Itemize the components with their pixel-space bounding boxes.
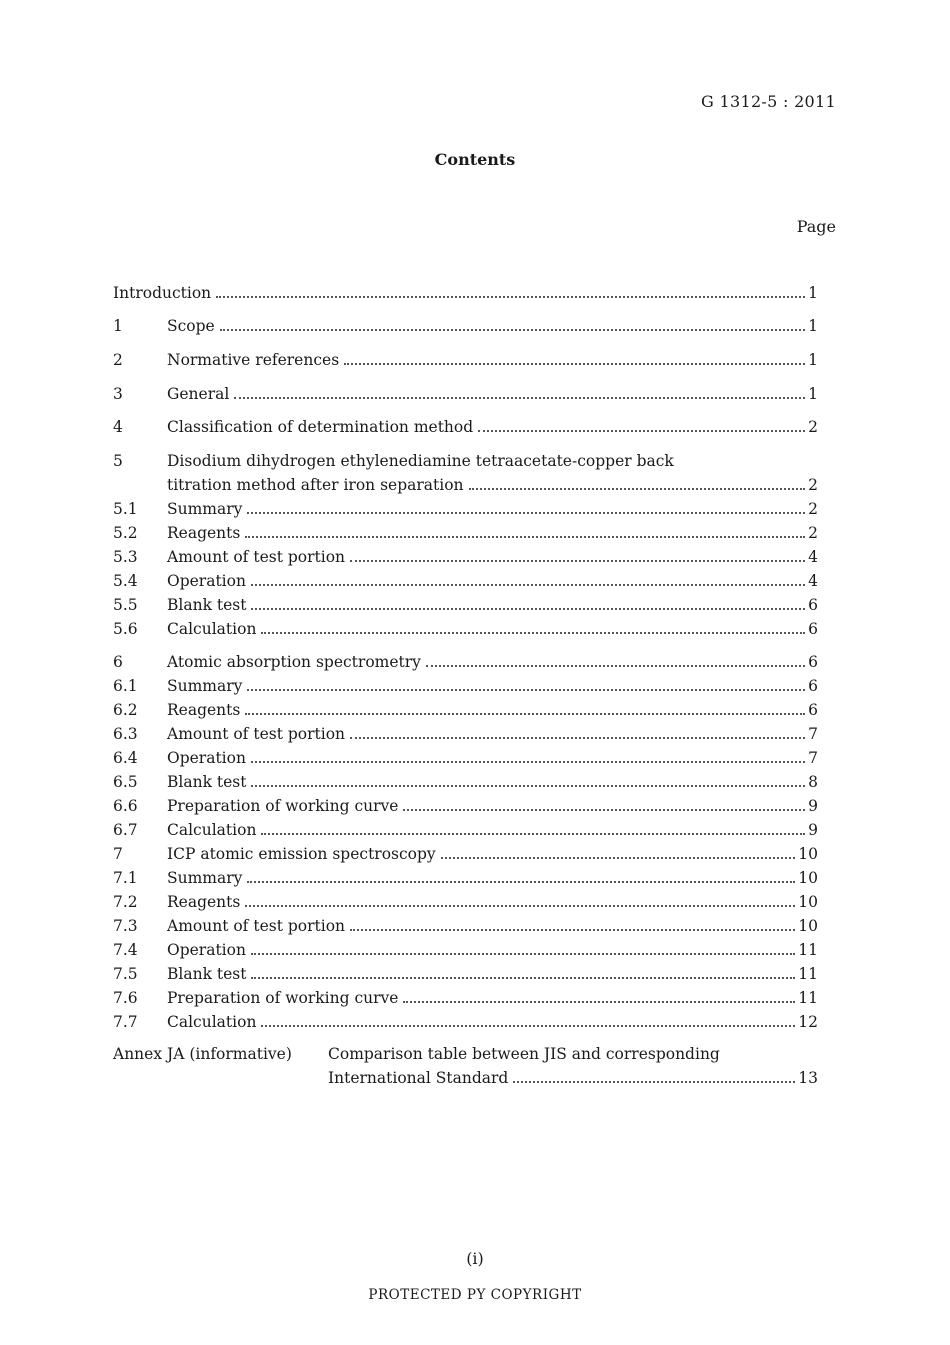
leader-dots	[245, 713, 805, 715]
toc-entry-page: 4	[808, 572, 818, 590]
toc-entry-number: 7.3	[113, 917, 138, 935]
toc-entry[interactable]	[113, 651, 818, 673]
toc-entry-number: 1	[113, 317, 123, 335]
toc-entry-page: 11	[798, 941, 818, 959]
toc-entry-title: Calculation	[167, 620, 257, 638]
toc-entry-number: 5.4	[113, 572, 138, 590]
leader-dots	[350, 929, 795, 931]
toc-entry-number: 2	[113, 351, 123, 369]
leader-dots	[403, 1001, 795, 1003]
toc-entry-title: General	[167, 385, 230, 403]
leader-dots	[350, 560, 805, 562]
leader-dots	[478, 430, 805, 432]
leader-dots	[220, 329, 805, 331]
toc-entry-number: 7.5	[113, 965, 138, 983]
leader-dots	[261, 632, 805, 634]
leader-dots	[245, 905, 795, 907]
toc-entry-title: Operation	[167, 749, 246, 767]
toc-entry-title: Normative references	[167, 351, 340, 369]
toc-entry[interactable]	[113, 963, 818, 985]
toc-entry-page: 10	[798, 917, 818, 935]
leader-dots	[245, 536, 805, 538]
annex-title-line1[interactable]: Comparison table between JIS and corresponding	[328, 1045, 720, 1063]
toc-entry[interactable]	[113, 416, 818, 438]
leader-dots	[251, 584, 805, 586]
toc-entry-page: 12	[798, 1013, 818, 1031]
annex-label: Annex JA (informative)	[113, 1045, 292, 1063]
toc-entry-introduction[interactable]	[113, 282, 818, 304]
leader-dots	[403, 809, 805, 811]
leader-dots	[513, 1081, 795, 1083]
toc-entry-number: 6.7	[113, 821, 138, 839]
leader-dots	[234, 397, 805, 399]
footer-copyright: PROTECTED PY COPYRIGHT	[368, 1287, 582, 1303]
toc-entry-title: ICP atomic emission spectroscopy	[167, 845, 436, 863]
toc-entry-title: Calculation	[167, 821, 257, 839]
toc-entry-title: Reagents	[167, 893, 241, 911]
toc-entry[interactable]	[113, 618, 818, 640]
leader-dots	[344, 363, 805, 365]
toc-entry[interactable]	[113, 987, 818, 1009]
toc-entry-title: Scope	[167, 317, 215, 335]
toc-entry-number: 6.5	[113, 773, 138, 791]
toc-entry-page: 8	[808, 773, 818, 791]
toc-entry-page: 11	[798, 965, 818, 983]
toc-entry[interactable]	[113, 819, 818, 841]
toc-entry-page: 9	[808, 821, 818, 839]
toc-entry-page: 10	[798, 845, 818, 863]
footer-page-number: (i)	[466, 1249, 484, 1268]
toc-entry-title: Summary	[167, 677, 243, 695]
toc-entry-number: 6.3	[113, 725, 138, 743]
toc-entry-page: 6	[808, 620, 818, 638]
toc-entry[interactable]	[113, 891, 818, 913]
toc-entry-page: 6	[808, 653, 818, 671]
toc-entry[interactable]	[113, 1011, 818, 1033]
toc-entry-title: Blank test	[167, 965, 247, 983]
leader-dots	[247, 689, 805, 691]
leader-dots	[261, 1025, 795, 1027]
toc-entry-number: 3	[113, 385, 123, 403]
toc-entry-title: Summary	[167, 500, 243, 518]
toc-entry-page: 2	[808, 476, 818, 494]
toc-entry-number: 7.6	[113, 989, 138, 1007]
toc-entry-title: Blank test	[167, 596, 247, 614]
toc-entry-title: Amount of test portion	[167, 917, 346, 935]
leader-dots	[216, 296, 805, 298]
toc-entry-title: Introduction	[113, 284, 212, 302]
toc-entry[interactable]	[113, 570, 818, 592]
toc-entry-number: 6.6	[113, 797, 138, 815]
leader-dots	[261, 833, 805, 835]
toc-entry-number: 7	[113, 845, 123, 863]
toc-entry-title: Preparation of working curve	[167, 989, 399, 1007]
toc-entry-title: Reagents	[167, 701, 241, 719]
page-column-label: Page	[796, 217, 836, 236]
toc-entry-number: 7.7	[113, 1013, 138, 1031]
toc-entry-page: 6	[808, 677, 818, 695]
toc-entry-page: 9	[808, 797, 818, 815]
toc-entry-number: 6.4	[113, 749, 138, 767]
toc-entry[interactable]	[113, 498, 818, 520]
toc-entry-number: 5.3	[113, 548, 138, 566]
toc-entry-title: Operation	[167, 572, 246, 590]
toc-entry[interactable]	[113, 723, 818, 745]
toc-entry-page: 6	[808, 596, 818, 614]
toc-entry[interactable]	[113, 915, 818, 937]
toc-entry-title: Summary	[167, 869, 243, 887]
leader-dots	[251, 977, 795, 979]
leader-dots	[441, 857, 796, 859]
leader-dots	[251, 608, 805, 610]
toc-entry-annex[interactable]	[328, 1067, 818, 1089]
toc-entry-page: 10	[798, 869, 818, 887]
toc-entry-title: Amount of test portion	[167, 725, 346, 743]
toc-entry-number: 6.2	[113, 701, 138, 719]
leader-dots	[350, 737, 805, 739]
toc-entry-page: 2	[808, 500, 818, 518]
toc-entry-section-5-cont[interactable]	[113, 474, 818, 496]
toc-entry-number: 6.1	[113, 677, 138, 695]
toc-entry[interactable]	[113, 349, 818, 371]
toc-entry-title: Classification of determination method	[167, 418, 474, 436]
leader-dots	[251, 785, 805, 787]
leader-dots	[251, 953, 795, 955]
toc-entry[interactable]	[113, 594, 818, 616]
toc-entry-title: Preparation of working curve	[167, 797, 399, 815]
toc-entry-page: 7	[808, 749, 818, 767]
toc-entry[interactable]	[113, 675, 818, 697]
toc-entry[interactable]	[113, 867, 818, 889]
toc-entry-title: Operation	[167, 941, 246, 959]
document-id: G 1312-5 : 2011	[701, 92, 836, 111]
toc-entry[interactable]	[113, 843, 818, 865]
toc-entry-title: International Standard	[328, 1069, 509, 1087]
toc-entry-page: 4	[808, 548, 818, 566]
toc-entry-page: 13	[798, 1069, 818, 1087]
leader-dots	[247, 512, 805, 514]
toc-entry[interactable]	[113, 771, 818, 793]
toc-entry-section-5[interactable]	[113, 450, 818, 472]
toc-entry-page: 2	[808, 524, 818, 542]
leader-dots	[426, 665, 805, 667]
toc-entry[interactable]	[113, 795, 818, 817]
toc-entry-page: 6	[808, 701, 818, 719]
toc-entry-page: 2	[808, 418, 818, 436]
toc-entry-number: 5.6	[113, 620, 138, 638]
leader-dots	[247, 881, 795, 883]
toc-entry-number: 5.5	[113, 596, 138, 614]
toc-entry[interactable]	[113, 747, 818, 769]
toc-entry-title: Amount of test portion	[167, 548, 346, 566]
toc-entry[interactable]	[113, 315, 818, 337]
toc-entry-title: Disodium dihydrogen ethylenediamine tetraacetate-copper back	[167, 452, 674, 470]
toc-entry-page: 7	[808, 725, 818, 743]
toc-entry-number: 5	[113, 452, 123, 470]
toc-entry-page: 1	[808, 351, 818, 369]
toc-entry-number: 7.4	[113, 941, 138, 959]
toc-entry-page: 11	[798, 989, 818, 1007]
toc-entry-number: 7.1	[113, 869, 138, 887]
toc-entry-page: 1	[808, 284, 818, 302]
toc-entry-number: 6	[113, 653, 123, 671]
toc-entry-page: 1	[808, 385, 818, 403]
toc-entry-title: titration method after iron separation	[167, 476, 464, 494]
toc-entry-number: 5.1	[113, 500, 138, 518]
toc-entry[interactable]	[113, 383, 818, 405]
toc-entry[interactable]	[113, 546, 818, 568]
toc-entry-number: 5.2	[113, 524, 138, 542]
toc-entry[interactable]	[113, 699, 818, 721]
toc-entry-title: Atomic absorption spectrometry	[167, 653, 421, 671]
leader-dots	[469, 488, 806, 490]
toc-entry-number: 7.2	[113, 893, 138, 911]
toc-entry-number: 4	[113, 418, 123, 436]
toc-entry[interactable]	[113, 939, 818, 961]
toc-entry-title: Blank test	[167, 773, 247, 791]
toc-entry-title: Reagents	[167, 524, 241, 542]
toc-entry[interactable]	[113, 522, 818, 544]
toc-entry-page: 1	[808, 317, 818, 335]
page-title: Contents	[434, 150, 516, 169]
toc-entry-page: 10	[798, 893, 818, 911]
toc-entry-title: Calculation	[167, 1013, 257, 1031]
leader-dots	[251, 761, 805, 763]
